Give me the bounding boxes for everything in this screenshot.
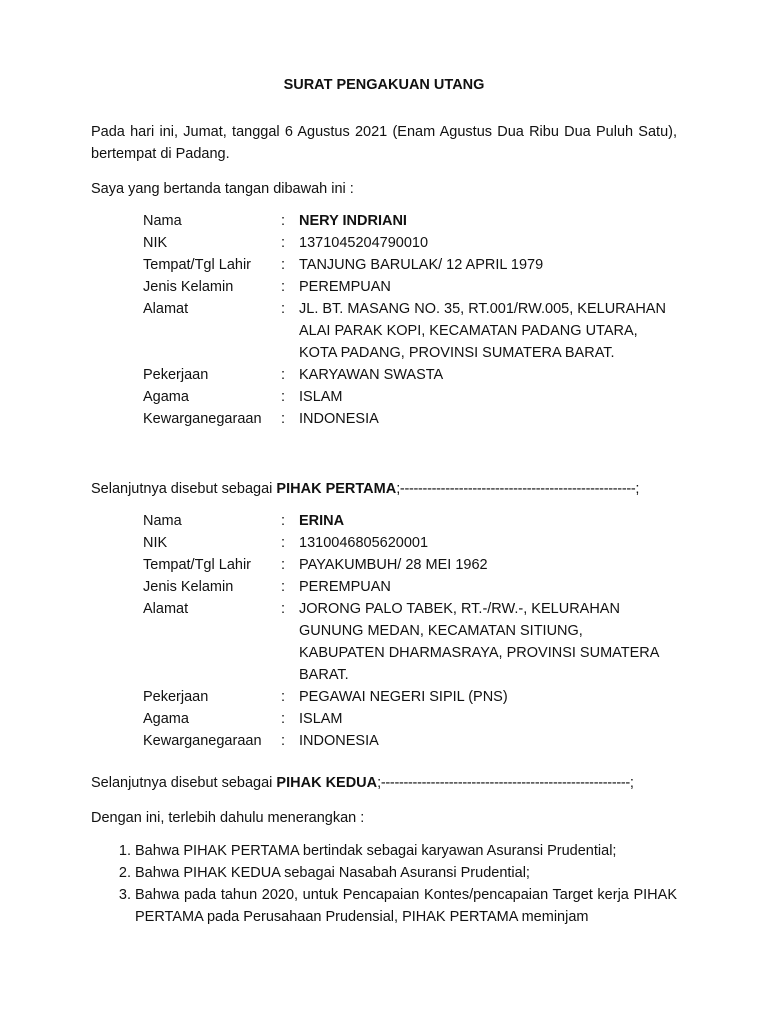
- table-row: [143, 364, 669, 386]
- label-nama: Nama: [143, 513, 182, 529]
- list-item: 1. Bahwa PIHAK PERTAMA bertindak sebagai karyawan Asuransi Prudential;: [135, 840, 677, 862]
- table-row: [143, 298, 669, 364]
- party2-jenis-kelamin: PEREMPUAN: [299, 579, 391, 595]
- colon: :: [281, 279, 286, 295]
- party2-nama: ERINA: [299, 513, 345, 529]
- party2-pekerjaan: PEGAWAI NEGERI SIPIL (PNS): [299, 689, 508, 705]
- party2-clause: [91, 772, 677, 794]
- clause-dashes: ;-------------------------------------------------------;: [377, 775, 634, 791]
- party1-agama: ISLAM: [299, 389, 343, 405]
- party1-clause: [91, 478, 677, 500]
- party2-agama: ISLAM: [299, 711, 343, 727]
- label-kewarganegaraan: Kewarganegaraan: [143, 411, 262, 427]
- table-row: [143, 554, 669, 576]
- signatory-intro: Saya yang bertanda tangan dibawah ini :: [91, 181, 354, 197]
- list-item: 3. Bahwa pada tahun 2020, untuk Pencapaian Kontes/pencapaian Target kerja PIHAK PERTAMA pada Perusahaan Prudensial, PIHAK PERTAMA meminjam: [135, 884, 677, 928]
- table-row: [143, 386, 669, 408]
- label-jenis-kelamin: Jenis Kelamin: [143, 279, 234, 295]
- party2-kewarganegaraan: INDONESIA: [299, 733, 379, 749]
- label-ttl: Tempat/Tgl Lahir: [143, 257, 251, 273]
- colon: :: [281, 557, 286, 573]
- table-row: [143, 276, 669, 298]
- label-pekerjaan: Pekerjaan: [143, 367, 209, 383]
- table-row: [143, 210, 669, 232]
- clause-prefix: Selanjutnya disebut sebagai: [91, 481, 277, 497]
- party1-ttl: TANJUNG BARULAK/ 12 APRIL 1979: [299, 257, 544, 273]
- colon: :: [281, 389, 286, 405]
- list-item: 2. Bahwa PIHAK KEDUA sebagai Nasabah Asuransi Prudential;: [135, 862, 677, 884]
- colon: :: [281, 733, 286, 749]
- table-row: [143, 576, 669, 598]
- party1-pekerjaan: KARYAWAN SWASTA: [299, 367, 444, 383]
- label-nama: Nama: [143, 213, 182, 229]
- table-row: [143, 532, 669, 554]
- clause-prefix: Selanjutnya disebut sebagai: [91, 775, 277, 791]
- party1-alamat: JL. BT. MASANG NO. 35, RT.001/RW.005, KELURAHAN ALAI PARAK KOPI, KECAMATAN PADANG UTARA, KOTA PADANG, PROVINSI SUMATERA BARAT.: [299, 301, 666, 361]
- colon: :: [281, 411, 286, 427]
- party2-ttl: PAYAKUMBUH/ 28 MEI 1962: [299, 557, 488, 573]
- document-title: SURAT PENGAKUAN UTANG: [283, 77, 485, 93]
- table-row: [143, 510, 669, 532]
- colon: :: [281, 711, 286, 727]
- label-nik: NIK: [143, 235, 168, 251]
- label-jenis-kelamin: Jenis Kelamin: [143, 579, 234, 595]
- colon: :: [281, 367, 286, 383]
- table-row: [143, 708, 669, 730]
- clause-dashes: ;----------------------------------------------------;: [396, 481, 640, 497]
- party2-designation: PIHAK KEDUA: [276, 775, 378, 791]
- colon: :: [281, 257, 286, 273]
- statements-intro: Dengan ini, terlebih dahulu menerangkan :: [91, 810, 365, 826]
- label-nik: NIK: [143, 535, 168, 551]
- label-alamat: Alamat: [143, 601, 189, 617]
- party2-nik: 1310046805620001: [299, 535, 429, 551]
- colon: :: [281, 689, 286, 705]
- table-row: [143, 686, 669, 708]
- table-row: [143, 232, 669, 254]
- statements-list: [91, 840, 677, 928]
- colon: :: [281, 513, 286, 529]
- party1-nama: NERY INDRIANI: [299, 213, 407, 229]
- colon: :: [281, 301, 286, 317]
- colon: :: [281, 535, 286, 551]
- colon: :: [281, 213, 286, 229]
- intro-paragraph: Pada hari ini, Jumat, tanggal 6 Agustus 2021 (Enam Agustus Dua Ribu Dua Puluh Satu), bertempat di Padang.: [91, 124, 677, 162]
- party2-identity-table: [143, 510, 669, 752]
- party1-kewarganegaraan: INDONESIA: [299, 411, 379, 427]
- label-ttl: Tempat/Tgl Lahir: [143, 557, 251, 573]
- party1-designation: PIHAK PERTAMA: [276, 481, 397, 497]
- label-kewarganegaraan: Kewarganegaraan: [143, 733, 262, 749]
- label-alamat: Alamat: [143, 301, 189, 317]
- label-agama: Agama: [143, 711, 189, 727]
- label-pekerjaan: Pekerjaan: [143, 689, 209, 705]
- colon: :: [281, 579, 286, 595]
- table-row: [143, 408, 669, 430]
- party2-alamat: JORONG PALO TABEK, RT.-/RW.-, KELURAHAN GUNUNG MEDAN, KECAMATAN SITIUNG, KABUPATEN DHARMASRAYA, PROVINSI SUMATERA BARAT.: [299, 601, 659, 683]
- label-agama: Agama: [143, 389, 189, 405]
- table-row: [143, 598, 669, 686]
- colon: :: [281, 235, 286, 251]
- colon: :: [281, 601, 286, 617]
- party1-jenis-kelamin: PEREMPUAN: [299, 279, 391, 295]
- table-row: [143, 730, 669, 752]
- party1-nik: 1371045204790010: [299, 235, 429, 251]
- table-row: [143, 254, 669, 276]
- party1-identity-table: [143, 210, 669, 430]
